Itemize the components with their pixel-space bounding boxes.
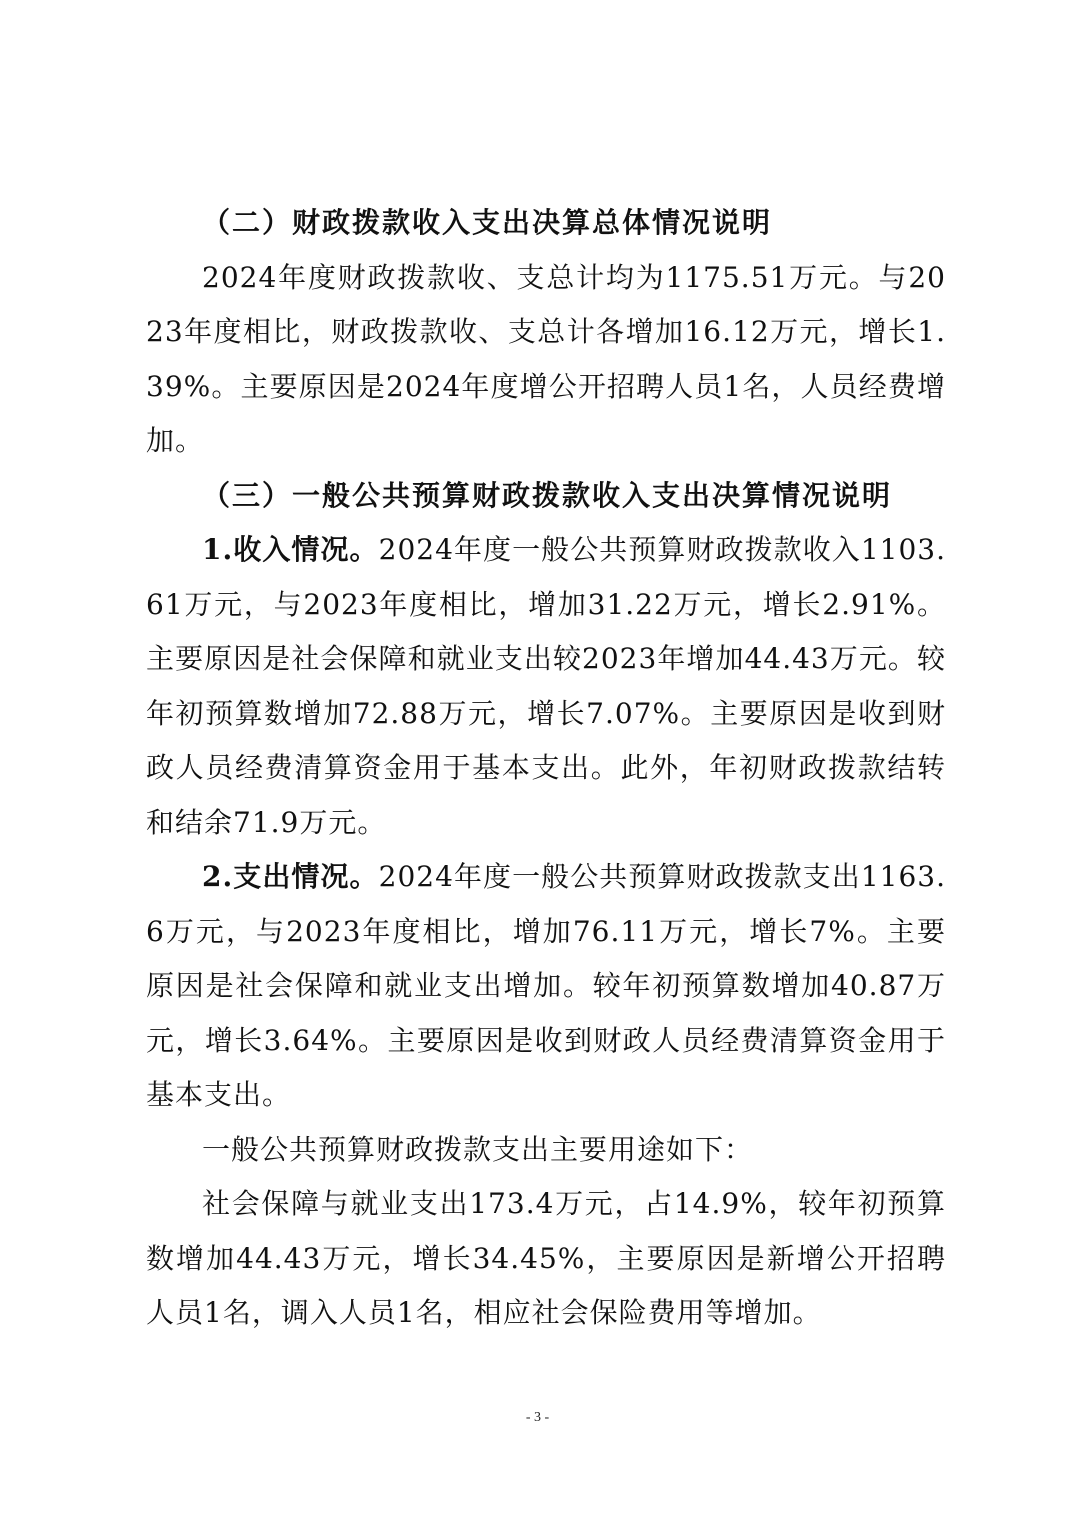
uses-intro-paragraph: 一般公共预算财政拨款支出主要用途如下： [202,1132,754,1166]
social-security-paragraph: 社会保障与就业支出173.4万元，占14.9%，较年初预算数增加44.43万元，增长34.45%，主要原因是新增公开招聘人员1名，调入人员1名，相应社会保险费用等增加。 [146,1187,946,1329]
page-number: - 3 - [525,1410,550,1425]
section-heading-3: （三）一般公共预算财政拨款收入支出决算情况说明 [202,478,893,512]
expense-paragraph [146,850,946,1123]
overall-paragraph: 2024年度财政拨款收、支总计均为1175.51万元。与2023年度相比，财政拨款收、支总计各增加16.12万元，增长1.39%。主要原因是2024年度增公开招聘人员1名，人员经费增加。 [146,260,946,457]
page-content [146,196,946,1341]
income-body: 2024年度一般公共预算财政拨款收入1103.61万元，与2023年度相比，增加31.22万元，增长2.91%。主要原因是社会保障和就业支出较2023年增加44.43万元。较年初预算数增加72.88万元，增长7.07%。主要原因是收到财政人员经费清算资金用于基本支出。此外，年初财政拨款结转和结余71.9万元。 [146,533,947,839]
expense-lead: 2.支出情况。 [202,860,379,893]
income-paragraph [146,523,946,850]
expense-body: 2024年度一般公共预算财政拨款支出1163.6万元，与2023年度相比，增加76.11万元，增长7%。主要原因是社会保障和就业支出增加。较年初预算数增加40.87万元，增长3.64%。主要原因是收到财政人员经费清算资金用于基本支出。 [146,860,947,1111]
section-heading-2: （二）财政拨款收入支出决算总体情况说明 [202,206,773,239]
income-lead: 1.收入情况。 [202,533,379,566]
